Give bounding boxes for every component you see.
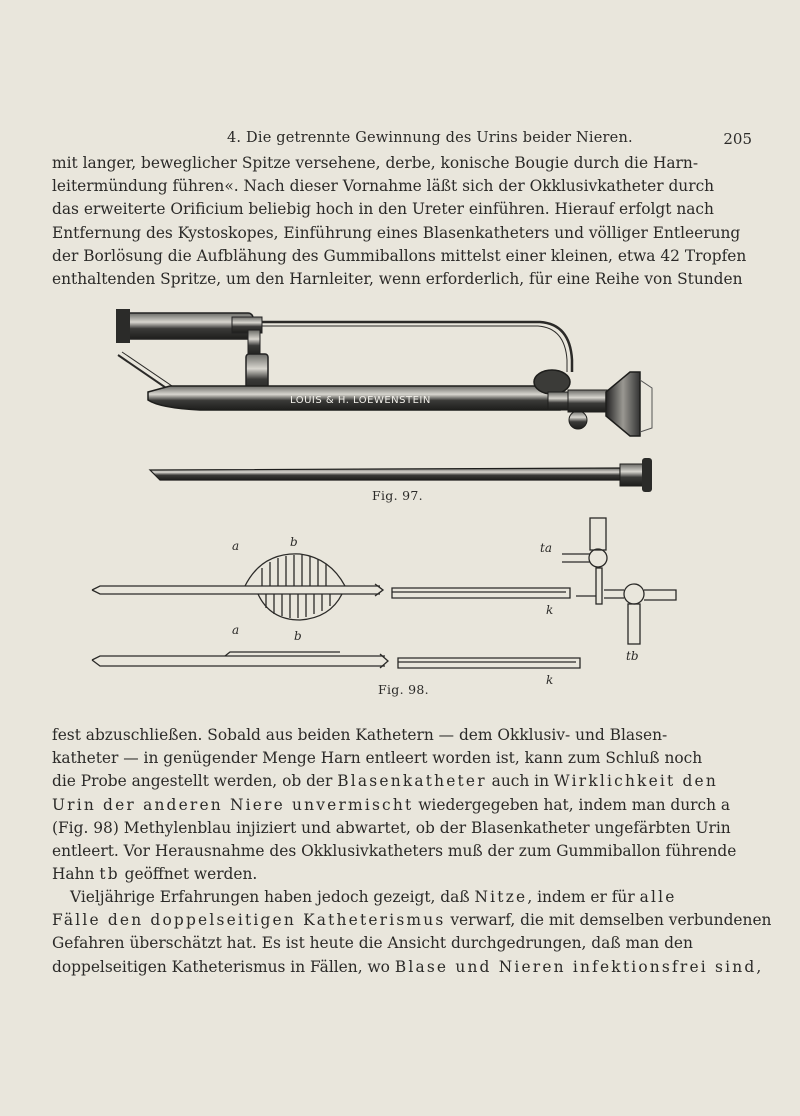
- text-line: [52, 956, 764, 979]
- spaced-term: Wirklichkeit den: [553, 772, 718, 791]
- label-k-upper: k: [546, 603, 554, 617]
- running-title: 4. Die getrennte Gewinnung des Urins beider Nieren.: [227, 130, 633, 146]
- label-b-lower: b: [294, 629, 302, 643]
- text-run: geöffnet werden.: [119, 865, 258, 884]
- text-line: katheter — in genügender Menge Harn entleert worden ist, kann zum Schluß noch: [52, 749, 703, 768]
- text-line: Gefahren überschätzt hat. Es ist heute die Ansicht durchgedrungen, daß man den: [52, 934, 693, 953]
- spaced-term: Blase und Nieren infektionsfrei sind,: [394, 957, 764, 976]
- paragraph-2: [52, 724, 752, 886]
- spaced-term: Fälle den doppelseitigen Katheterismus: [52, 911, 446, 930]
- catheter-schematic: [0, 508, 800, 688]
- label-a-lower: a: [232, 623, 240, 637]
- text-line: [52, 909, 772, 932]
- text-run: doppelseitigen Katheterismus in Fällen, wo: [52, 957, 395, 976]
- page-number: 205: [723, 130, 752, 148]
- text-line: [52, 886, 752, 909]
- running-head: [52, 124, 752, 150]
- text-run: Vieljährige Erfahrungen haben jedoch gezeigt, daß: [70, 888, 475, 906]
- text-line: Entfernung des Kystoskopes, Einführung eines Blasenkatheters und völliger Entleerung: [52, 223, 741, 242]
- text-run: wiedergegeben hat, indem man durch a: [413, 795, 731, 814]
- figure-98: [0, 508, 800, 708]
- text-line: der Borlösung die Aufblähung des Gummiballons mittelst einer kleinen, etwa 42 Tropfen: [52, 246, 747, 265]
- spaced-term: alle: [639, 888, 677, 906]
- spaced-term: Blasenkatheter: [337, 772, 487, 791]
- text-line: (Fig. 98) Methylenblau injiziert und abwartet, ob der Blasenkatheter ungefärbten Urin: [52, 818, 731, 837]
- text-run: , indem er für: [527, 888, 640, 906]
- text-line: leitermündung führen«. Nach dieser Vornahme läßt sich der Okklusivkatheter durch: [52, 177, 715, 196]
- spaced-term: tb: [99, 865, 120, 884]
- text-line: fest abzuschließen. Sobald aus beiden Kathetern — dem Okklusiv- und Blasen-: [52, 726, 668, 744]
- figure-97: [0, 300, 800, 503]
- text-run: Hahn: [52, 865, 100, 884]
- label-b-upper: b: [290, 535, 298, 549]
- text-line: entleert. Vor Herausnahme des Okklusivkatheters muß der zum Gummiballon führende: [52, 842, 737, 861]
- figure-97-caption: Fig. 97.: [372, 488, 423, 503]
- spaced-term: Urin der anderen Niere unvermischt: [52, 795, 414, 814]
- text-run: die Probe angestellt werden, ob der: [52, 772, 338, 791]
- figure-98-caption: Fig. 98.: [378, 682, 429, 697]
- text-line: das erweiterte Orificium beliebig hoch in den Ureter einführen. Hierauf erfolgt nach: [52, 200, 714, 219]
- text-line: [52, 863, 752, 886]
- text-line: mit langer, beweglicher Spitze versehene, derbe, konische Bougie durch die Harn-: [52, 154, 699, 172]
- engraving-label: LOUIS & H. LOEWENSTEIN: [290, 395, 431, 406]
- label-a-upper: a: [232, 539, 240, 553]
- label-k-lower: k: [546, 673, 554, 687]
- catheter-illustration: [0, 300, 800, 500]
- text-run: auch in: [486, 772, 554, 791]
- label-tb: tb: [626, 649, 639, 663]
- label-ta: ta: [540, 541, 552, 555]
- paragraph-1: [52, 152, 752, 291]
- text-line: [52, 794, 752, 817]
- text-line: enthaltenden Spritze, um den Harnleiter, wenn erforderlich, für eine Reihe von Stunden: [52, 270, 743, 289]
- text-line: [52, 770, 752, 793]
- paragraph-3: [52, 886, 772, 979]
- spaced-term: Nitze: [474, 888, 528, 906]
- text-run: verwarf, die mit demselben verbundenen: [445, 911, 772, 930]
